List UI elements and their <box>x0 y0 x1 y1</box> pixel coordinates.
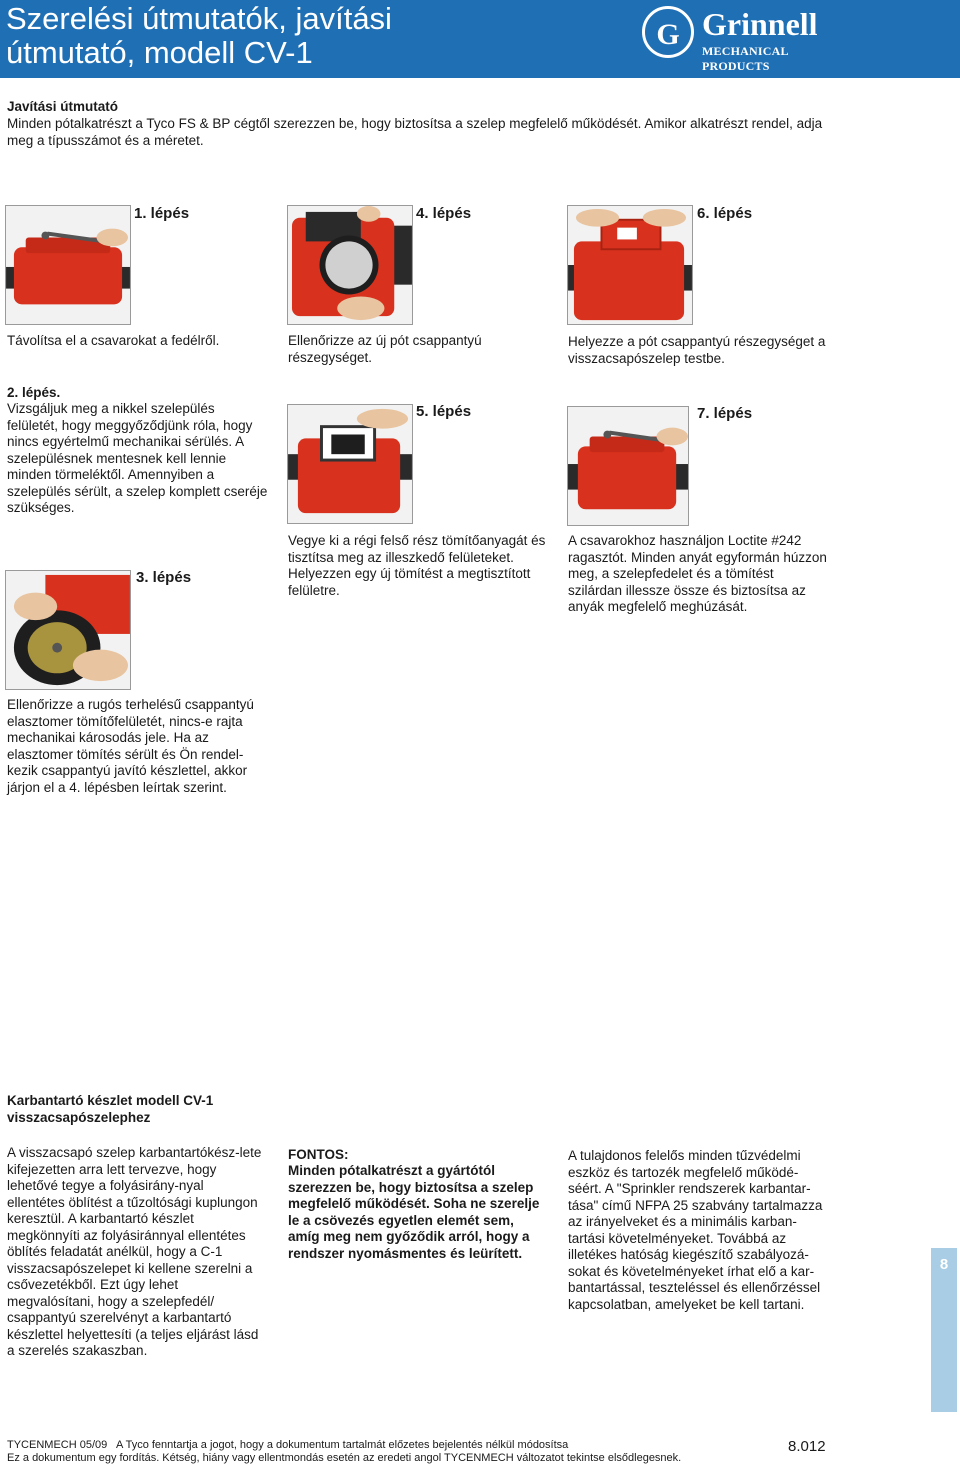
step4-label: 4. lépés <box>416 205 472 222</box>
grinnell-logo <box>642 6 842 73</box>
step4-photo <box>287 205 413 325</box>
valve-bolts-removal-icon <box>6 206 130 324</box>
footer-code: TYCENMECH 05/09 <box>7 1439 108 1451</box>
kit-heading-line1: Karbantartó készlet modell CV-1 <box>7 1093 214 1108</box>
gasket-cleaning-icon <box>288 405 412 523</box>
intro-text: Minden pótalkatrészt a Tyco FS & BP cégtől szerezzen be, hogy biztosítsa a szelep megfelelő működését. Amikor alkatrészt rendel, adja meg a típusszámot és a méretet. <box>7 116 823 148</box>
step3-photo <box>5 570 131 690</box>
logo-name: Grinnell <box>702 6 818 42</box>
bolt-tightening-icon <box>568 407 688 525</box>
step2-text: Vizsgáljuk meg a nikkel szelepülés felületét, hogy meggyőződjünk róla, hogy nincs egyértelmű mechanikai sérülés. A szelepülésnek mentesnek kell lennie minden törmeléktől. Amennyiben a szelepülés sérült, a szelep komplett cseréje szükséges. <box>7 401 268 515</box>
step6-text: Helyezze a pót csappantyú részegységet a visszacsapószelep testbe. <box>568 334 826 366</box>
kit-text-col3: A tulajdonos felelős minden tűzvédelmi eszköz és tartozék megfelelő működé-séért. A "Sprinkler rendszerek karbantar-tása" című NFPA 25 szabvány tartalmazza az irányelveket és a minimális karban-tartási követelményeket. Továbbá az illetékes hatóság kiegészítő szabályozá-sokat és követelményeket írhat elő a kar-bantartással, teszteléssel és ellenőrzéssel kapcsolatban, amelyeket be kell tartani. <box>568 1148 823 1312</box>
kit-text-col1: A visszacsapó szelep karbantartókész-lete kifejezetten arra lett tervezve, hogy lehetővé tegye a folyásirány-nyal ellentétes öblítést a tűzoltósági kuplungon keresztül. A karbantartó készlet megkönnyíti az folyásiránnyal ellentétes öblítés feladatát anélkül, hogy a C-1 visszacsapószelepet ki kellene szerelni a csővezetékből. Ezt úgy lehet megvalósítani, hogy a szelepfedél/ csappantyú szerelvényt a karbantartó készlettel helyettesíti (a teljes eljárást lásd a szerelés szakaszban. <box>7 1145 262 1358</box>
step1-text: Távolítsa el a csavarokat a fedélről. <box>7 333 220 348</box>
page-title <box>6 2 566 70</box>
step3-label: 3. lépés <box>136 569 192 586</box>
important-label: FONTOS: <box>288 1147 349 1162</box>
clapper-inspection-icon <box>6 571 130 689</box>
clapper-insert-icon <box>568 206 692 324</box>
logo-emblem-icon: G <box>642 6 694 58</box>
step7-photo <box>567 406 689 526</box>
logo-subtitle: MECHANICAL PRODUCTS <box>702 44 789 73</box>
page-title-line1: Szerelési útmutatók, javítási <box>6 1 392 36</box>
step3-text: Ellenőrizze a rugós terhelésű csappantyú elasztomer tömítőfelületét, nincs-e rajta mechanikai károsodás jele. Ha az elasztomer tömítés sérült és Ön rendel-kezik csappantyú javító készlettel, akkor járjon el a 4. lépésben leírtak szerint. <box>7 697 254 795</box>
title-bar <box>0 0 960 78</box>
footer-translation-note: Ez a dokumentum egy fordítás. Kétség, hiány vagy ellentmondás esetén az eredeti angol TYCENMECH változatot tekintse elsődlegesnek. <box>7 1452 682 1464</box>
step5-text: Vegye ki a régi felső rész tömítőanyagát és tisztítsa meg az illeszkedő felületeket. Helyezzen egy új tömítést a megtisztított felületre. <box>288 533 546 598</box>
new-clapper-check-icon <box>288 206 412 324</box>
important-text: Minden pótalkatrészt a gyártótól szerezzen be, hogy biztosítsa a szelep megfelelő működését. Soha ne szerelje le a csövezés egyetlen elemét sem, amíg meg nem győződik arról, hogy a rendszer nyomásmentes és leürített. <box>288 1163 540 1261</box>
step6-photo <box>567 205 693 325</box>
step2-label: 2. lépés. <box>7 385 61 400</box>
section-tab <box>931 1248 957 1412</box>
intro-heading: Javítási útmutató <box>7 99 119 114</box>
step5-label: 5. lépés <box>416 403 472 420</box>
page-title-line2: útmutató, modell CV-1 <box>6 35 313 70</box>
step7-label: 7. lépés <box>697 405 753 422</box>
footer-notice: A Tyco fenntartja a jogot, hogy a dokumentum tartalmát előzetes bejelentés nélkül módosítsa <box>116 1439 569 1451</box>
step4-text: Ellenőrizze az új pót csappantyú részegységet. <box>288 333 482 365</box>
step6-label: 6. lépés <box>697 205 753 222</box>
footer-page-number: 8.012 <box>788 1438 826 1455</box>
section-tab-number: 8 <box>939 1256 949 1273</box>
step7-text: A csavarokhoz használjon Loctite #242 ragasztót. Minden anyát egyformán húzzon meg, a szelepfedelet és a tömítést szilárdan illessze össze és biztosítsa az anyák megfelelő meghúzását. <box>568 533 827 614</box>
kit-heading-line2: visszacsapószelephez <box>7 1110 151 1125</box>
step1-photo <box>5 205 131 325</box>
step1-label: 1. lépés <box>134 205 190 222</box>
step5-photo <box>287 404 413 524</box>
